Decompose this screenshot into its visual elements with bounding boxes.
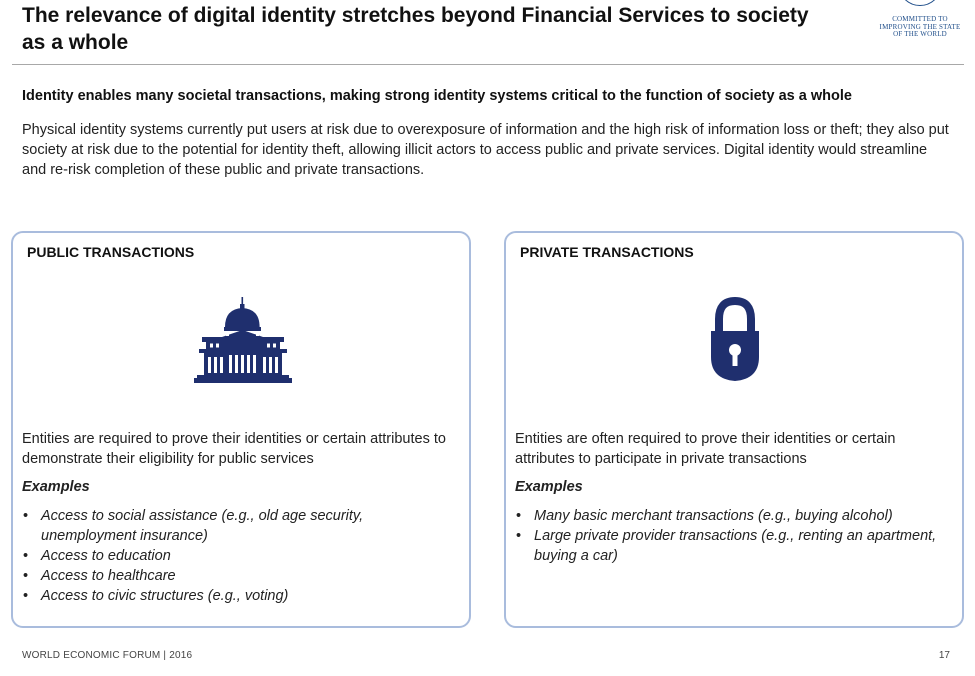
bullet-icon: • xyxy=(23,568,29,584)
list-item xyxy=(22,546,462,566)
padlock-icon xyxy=(709,297,761,388)
list-item xyxy=(22,506,462,546)
list-item xyxy=(22,566,462,586)
list-item xyxy=(22,586,462,606)
government-building-icon xyxy=(194,297,292,388)
padlock-svg xyxy=(709,297,761,383)
example-text: Access to civic structures (e.g., voting) xyxy=(41,588,289,604)
list-item xyxy=(515,506,955,526)
list-item xyxy=(515,526,955,566)
card-description: Entities are required to prove their identities or certain attributes to demonstrate their eligibility for public services xyxy=(22,431,446,467)
private-transactions-card xyxy=(504,231,964,628)
example-text: Access to social assistance (e.g., old age security, unemployment insurance) xyxy=(41,508,364,544)
card-title: PUBLIC TRANSACTIONS xyxy=(27,244,195,260)
card-title: PRIVATE TRANSACTIONS xyxy=(520,244,694,260)
footer-source: WORLD ECONOMIC FORUM | 2016 xyxy=(22,650,193,661)
example-text: Many basic merchant transactions (e.g., buying alcohol) xyxy=(534,508,893,524)
header-divider xyxy=(12,64,964,65)
page-title: The relevance of digital identity stretches beyond Financial Services to society as a whole xyxy=(22,4,809,54)
bullet-icon: • xyxy=(23,588,29,604)
bullet-icon: • xyxy=(23,508,29,524)
card-description: Entities are often required to prove their identities or certain attributes to participate in private transactions xyxy=(515,431,896,467)
intro-paragraph: Physical identity systems currently put users at risk due to overexposure of information and the high risk of information loss or theft; they also put society at risk due to the potential for identity theft, allowing illicit actors to access public and private services. Digital identity would streamline and re-risk completion of these public and private transactions. xyxy=(22,122,949,178)
example-text: Access to healthcare xyxy=(41,568,176,584)
bullet-icon: • xyxy=(516,508,522,524)
public-transactions-card xyxy=(11,231,471,628)
government-building-svg xyxy=(194,297,292,383)
bullet-icon: • xyxy=(516,528,522,544)
examples-label: Examples xyxy=(22,479,90,495)
examples-list xyxy=(22,506,462,606)
page-number: 17 xyxy=(938,650,950,661)
section-subheading: Identity enables many societal transactions, making strong identity systems critical to the function of society as a whole xyxy=(22,88,852,104)
bullet-icon: • xyxy=(23,548,29,564)
examples-label: Examples xyxy=(515,479,583,495)
logo-emblem-arc xyxy=(898,0,942,6)
wef-logo xyxy=(870,0,970,46)
example-text: Large private provider transactions (e.g., renting an apartment, buying a car) xyxy=(534,528,937,564)
examples-list xyxy=(515,506,955,566)
example-text: Access to education xyxy=(41,548,171,564)
logo-tagline: COMMITTED TO IMPROVING THE STATE OF THE WORLD xyxy=(879,15,961,38)
